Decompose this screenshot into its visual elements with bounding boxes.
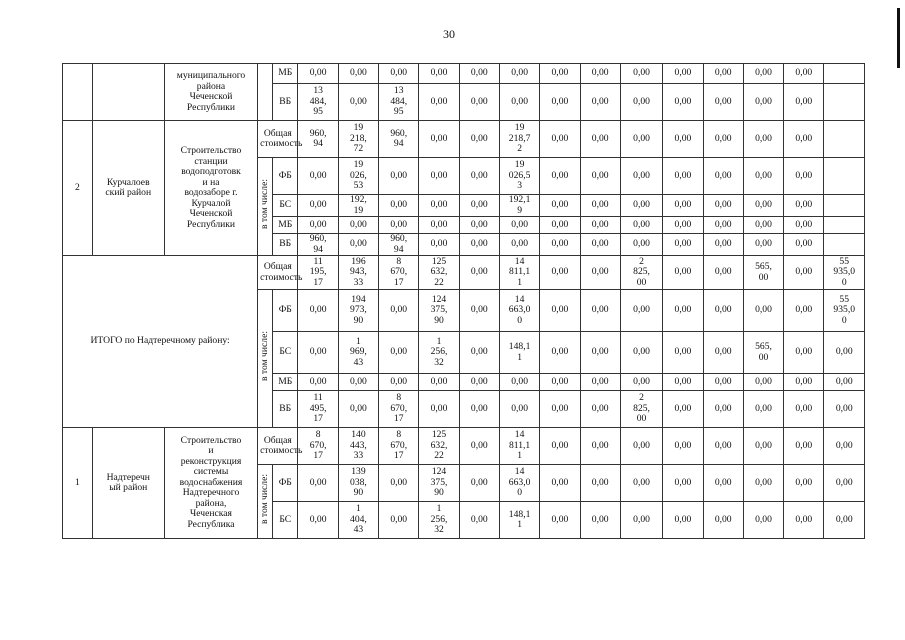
value-cell: 140 443, 33: [338, 428, 378, 465]
value-cell: 0,00: [663, 428, 703, 465]
value-cell: 0,00: [580, 374, 620, 391]
value-cell: 0,00: [540, 391, 580, 428]
value-cell: 0,00: [784, 195, 824, 217]
value-cell: 14 663,0 0: [499, 290, 539, 332]
value-cell: 0,00: [419, 234, 459, 256]
value-cell: 0,00: [703, 217, 743, 234]
value-cell: 0,00: [784, 428, 824, 465]
value-cell: 0,00: [540, 256, 580, 290]
row-number: 2: [63, 121, 93, 256]
value-cell: 0,00: [540, 465, 580, 502]
value-cell: 0,00: [540, 332, 580, 374]
value-cell: 8 670, 17: [379, 391, 419, 428]
value-cell: 0,00: [663, 256, 703, 290]
value-cell: 0,00: [459, 256, 499, 290]
value-cell: 55 935,0 0: [824, 290, 865, 332]
value-cell: 0,00: [620, 234, 662, 256]
value-cell: 148,1 1: [499, 502, 539, 539]
value-cell: 0,00: [703, 332, 743, 374]
district-total-label: ИТОГО по Надтеречному району:: [63, 256, 258, 428]
value-cell: 0,00: [298, 64, 338, 84]
funding-type: ФБ: [273, 290, 298, 332]
value-cell: 0,00: [620, 64, 662, 84]
value-cell: 0,00: [743, 428, 783, 465]
value-cell: 0,00: [459, 428, 499, 465]
value-cell: 13 484, 95: [298, 84, 338, 121]
value-cell: 14 811,1 1: [499, 256, 539, 290]
value-cell: 0,00: [663, 234, 703, 256]
value-cell: 0,00: [743, 121, 783, 158]
value-cell: 0,00: [580, 234, 620, 256]
value-cell: 565, 00: [743, 256, 783, 290]
value-cell: 13 484, 95: [379, 84, 419, 121]
value-cell: [824, 64, 865, 84]
value-cell: 194 973, 90: [338, 290, 378, 332]
value-cell: [824, 84, 865, 121]
page-edge-mark: [897, 8, 900, 68]
value-cell: 0,00: [379, 217, 419, 234]
district-cell: Курчалоев ский район: [92, 121, 164, 256]
value-cell: 0,00: [784, 158, 824, 195]
value-cell: 0,00: [338, 217, 378, 234]
value-cell: 0,00: [743, 84, 783, 121]
object-name: Строительство станции водоподготовк и на водозаборе г. Курчалой Чеченской Республики: [164, 121, 257, 256]
value-cell: [824, 195, 865, 217]
value-cell: 0,00: [459, 290, 499, 332]
value-cell: 0,00: [338, 374, 378, 391]
funding-type: МБ: [273, 374, 298, 391]
funding-type-total: Общая стоимость: [258, 256, 298, 290]
table-row: [63, 256, 865, 290]
funding-type-total: Общая стоимость: [258, 428, 298, 465]
value-cell: 0,00: [580, 121, 620, 158]
value-cell: 0,00: [703, 84, 743, 121]
value-cell: 139 038, 90: [338, 465, 378, 502]
value-cell: 0,00: [419, 84, 459, 121]
value-cell: 0,00: [580, 502, 620, 539]
page-number: 30: [443, 27, 455, 41]
value-cell: 0,00: [499, 64, 539, 84]
value-cell: 0,00: [419, 391, 459, 428]
value-cell: 0,00: [703, 234, 743, 256]
district-cell: [92, 64, 164, 121]
value-cell: 196 943, 33: [338, 256, 378, 290]
value-cell: 0,00: [703, 256, 743, 290]
value-cell: 0,00: [379, 502, 419, 539]
value-cell: 0,00: [580, 428, 620, 465]
value-cell: 0,00: [459, 217, 499, 234]
value-cell: 0,00: [580, 290, 620, 332]
funding-type: БС: [273, 502, 298, 539]
value-cell: 0,00: [620, 502, 662, 539]
value-cell: 0,00: [459, 64, 499, 84]
funding-type: БС: [273, 332, 298, 374]
value-cell: 0,00: [459, 391, 499, 428]
value-cell: 0,00: [379, 158, 419, 195]
value-cell: 0,00: [663, 195, 703, 217]
value-cell: 0,00: [620, 332, 662, 374]
value-cell: 0,00: [784, 256, 824, 290]
value-cell: 0,00: [379, 290, 419, 332]
value-cell: 14 663,0 0: [499, 465, 539, 502]
value-cell: 0,00: [298, 195, 338, 217]
value-cell: 0,00: [459, 121, 499, 158]
value-cell: 1 256, 32: [419, 502, 459, 539]
value-cell: 960, 94: [379, 234, 419, 256]
value-cell: 1 256, 32: [419, 332, 459, 374]
value-cell: 0,00: [580, 84, 620, 121]
value-cell: 0,00: [499, 84, 539, 121]
value-cell: 19 218,7 2: [499, 121, 539, 158]
value-cell: 0,00: [459, 332, 499, 374]
value-cell: 0,00: [540, 290, 580, 332]
value-cell: 0,00: [379, 64, 419, 84]
value-cell: 8 670, 17: [379, 256, 419, 290]
value-cell: [824, 121, 865, 158]
object-name: Строительство и реконструкция системы водоснабжения Надтеречного района, Чеченская Республика: [164, 428, 257, 539]
value-cell: 1 404, 43: [338, 502, 378, 539]
value-cell: 0,00: [663, 158, 703, 195]
value-cell: 0,00: [298, 332, 338, 374]
value-cell: 8 670, 17: [298, 428, 338, 465]
value-cell: [824, 217, 865, 234]
value-cell: 0,00: [459, 158, 499, 195]
value-cell: 125 632, 22: [419, 256, 459, 290]
value-cell: 0,00: [743, 290, 783, 332]
value-cell: 124 375, 90: [419, 465, 459, 502]
value-cell: 0,00: [459, 234, 499, 256]
value-cell: 0,00: [824, 332, 865, 374]
value-cell: 0,00: [338, 64, 378, 84]
budget-table: [62, 63, 865, 539]
value-cell: 0,00: [824, 391, 865, 428]
value-cell: 0,00: [540, 217, 580, 234]
value-cell: 0,00: [784, 121, 824, 158]
value-cell: 0,00: [703, 502, 743, 539]
value-cell: 0,00: [620, 290, 662, 332]
value-cell: 0,00: [743, 64, 783, 84]
value-cell: 0,00: [663, 217, 703, 234]
value-cell: 0,00: [419, 121, 459, 158]
value-cell: 0,00: [580, 64, 620, 84]
value-cell: 1 969, 43: [338, 332, 378, 374]
value-cell: 0,00: [620, 465, 662, 502]
value-cell: 192, 19: [338, 195, 378, 217]
row-number: [63, 64, 93, 121]
value-cell: 0,00: [620, 84, 662, 121]
value-cell: 0,00: [419, 195, 459, 217]
value-cell: 0,00: [379, 374, 419, 391]
value-cell: 0,00: [743, 234, 783, 256]
value-cell: 0,00: [784, 290, 824, 332]
value-cell: 125 632, 22: [419, 428, 459, 465]
value-cell: 0,00: [338, 84, 378, 121]
value-cell: 11 195, 17: [298, 256, 338, 290]
value-cell: 0,00: [620, 195, 662, 217]
value-cell: 0,00: [743, 465, 783, 502]
value-cell: 0,00: [298, 158, 338, 195]
value-cell: 0,00: [663, 391, 703, 428]
value-cell: 0,00: [620, 121, 662, 158]
value-cell: 0,00: [499, 234, 539, 256]
value-cell: 0,00: [499, 217, 539, 234]
value-cell: 0,00: [703, 158, 743, 195]
value-cell: 0,00: [743, 502, 783, 539]
value-cell: 0,00: [620, 217, 662, 234]
value-cell: 0,00: [620, 374, 662, 391]
value-cell: 0,00: [784, 465, 824, 502]
value-cell: 0,00: [703, 121, 743, 158]
value-cell: 0,00: [784, 374, 824, 391]
value-cell: 0,00: [298, 217, 338, 234]
value-cell: 0,00: [338, 234, 378, 256]
value-cell: 0,00: [419, 64, 459, 84]
value-cell: 0,00: [540, 234, 580, 256]
value-cell: 0,00: [540, 121, 580, 158]
table-row: [63, 121, 865, 158]
value-cell: 565, 00: [743, 332, 783, 374]
district-cell: Надтеречн ый район: [92, 428, 164, 539]
value-cell: 0,00: [784, 217, 824, 234]
value-cell: 192,1 9: [499, 195, 539, 217]
value-cell: 960, 94: [298, 121, 338, 158]
value-cell: 11 495, 17: [298, 391, 338, 428]
value-cell: 0,00: [580, 195, 620, 217]
table-row: [63, 428, 865, 465]
table-row: [63, 64, 865, 84]
value-cell: 0,00: [580, 391, 620, 428]
value-cell: 0,00: [824, 374, 865, 391]
row-number: 1: [63, 428, 93, 539]
value-cell: 19 218, 72: [338, 121, 378, 158]
value-cell: 2 825, 00: [620, 391, 662, 428]
value-cell: 124 375, 90: [419, 290, 459, 332]
funding-type: ВБ: [273, 234, 298, 256]
value-cell: 0,00: [540, 502, 580, 539]
funding-type: ВБ: [273, 84, 298, 121]
value-cell: 0,00: [459, 374, 499, 391]
value-cell: 0,00: [540, 428, 580, 465]
value-cell: 0,00: [459, 84, 499, 121]
value-cell: 0,00: [540, 158, 580, 195]
value-cell: 2 825, 00: [620, 256, 662, 290]
value-cell: 8 670, 17: [379, 428, 419, 465]
value-cell: 0,00: [784, 84, 824, 121]
value-cell: 0,00: [824, 428, 865, 465]
value-cell: 0,00: [379, 332, 419, 374]
funding-type: ВБ: [273, 391, 298, 428]
value-cell: 0,00: [580, 465, 620, 502]
object-name: муниципального района Чеченской Республики: [164, 64, 257, 121]
value-cell: 0,00: [379, 195, 419, 217]
value-cell: 0,00: [824, 502, 865, 539]
value-cell: 0,00: [620, 428, 662, 465]
value-cell: 0,00: [703, 374, 743, 391]
value-cell: 0,00: [379, 465, 419, 502]
funding-type: МБ: [273, 217, 298, 234]
value-cell: [824, 234, 865, 256]
funding-type: ФБ: [273, 158, 298, 195]
spacer-cell: [258, 64, 273, 121]
value-cell: 19 026, 53: [338, 158, 378, 195]
value-cell: 0,00: [540, 195, 580, 217]
value-cell: 0,00: [663, 84, 703, 121]
value-cell: 0,00: [419, 217, 459, 234]
value-cell: 0,00: [663, 64, 703, 84]
in-total-label: в том числе:: [258, 465, 273, 539]
value-cell: 19 026,5 3: [499, 158, 539, 195]
value-cell: 0,00: [540, 374, 580, 391]
value-cell: 0,00: [459, 195, 499, 217]
value-cell: 0,00: [703, 391, 743, 428]
value-cell: 0,00: [419, 158, 459, 195]
value-cell: 0,00: [784, 332, 824, 374]
in-total-label: в том числе:: [258, 290, 273, 428]
table-body: [63, 64, 865, 539]
value-cell: 0,00: [663, 290, 703, 332]
value-cell: 0,00: [298, 374, 338, 391]
funding-type-total: Общая стоимость: [258, 121, 298, 158]
in-total-label: в том числе:: [258, 158, 273, 256]
value-cell: 960, 94: [298, 234, 338, 256]
value-cell: 0,00: [580, 158, 620, 195]
value-cell: 0,00: [784, 391, 824, 428]
value-cell: 0,00: [663, 121, 703, 158]
value-cell: 0,00: [540, 84, 580, 121]
value-cell: 0,00: [620, 158, 662, 195]
value-cell: 960, 94: [379, 121, 419, 158]
value-cell: 0,00: [784, 502, 824, 539]
value-cell: 0,00: [703, 64, 743, 84]
value-cell: 0,00: [499, 391, 539, 428]
value-cell: 0,00: [580, 332, 620, 374]
value-cell: 0,00: [580, 217, 620, 234]
value-cell: 0,00: [743, 195, 783, 217]
value-cell: 0,00: [419, 374, 459, 391]
funding-type: БС: [273, 195, 298, 217]
value-cell: 0,00: [663, 465, 703, 502]
value-cell: 0,00: [784, 64, 824, 84]
value-cell: 0,00: [703, 465, 743, 502]
value-cell: 0,00: [499, 374, 539, 391]
value-cell: 0,00: [540, 64, 580, 84]
value-cell: 0,00: [743, 217, 783, 234]
value-cell: 0,00: [459, 465, 499, 502]
value-cell: 0,00: [298, 290, 338, 332]
value-cell: 0,00: [663, 502, 703, 539]
value-cell: 0,00: [298, 465, 338, 502]
value-cell: 148,1 1: [499, 332, 539, 374]
value-cell: 0,00: [663, 332, 703, 374]
value-cell: 0,00: [663, 374, 703, 391]
funding-type: ФБ: [273, 465, 298, 502]
value-cell: 0,00: [338, 391, 378, 428]
value-cell: 0,00: [298, 502, 338, 539]
value-cell: [824, 158, 865, 195]
value-cell: 0,00: [784, 234, 824, 256]
value-cell: 0,00: [743, 374, 783, 391]
value-cell: 0,00: [743, 158, 783, 195]
funding-type: МБ: [273, 64, 298, 84]
value-cell: 0,00: [703, 428, 743, 465]
value-cell: 55 935,0 0: [824, 256, 865, 290]
value-cell: 0,00: [743, 391, 783, 428]
value-cell: 14 811,1 1: [499, 428, 539, 465]
value-cell: 0,00: [580, 256, 620, 290]
value-cell: 0,00: [459, 502, 499, 539]
value-cell: 0,00: [703, 290, 743, 332]
value-cell: 0,00: [824, 465, 865, 502]
value-cell: 0,00: [703, 195, 743, 217]
